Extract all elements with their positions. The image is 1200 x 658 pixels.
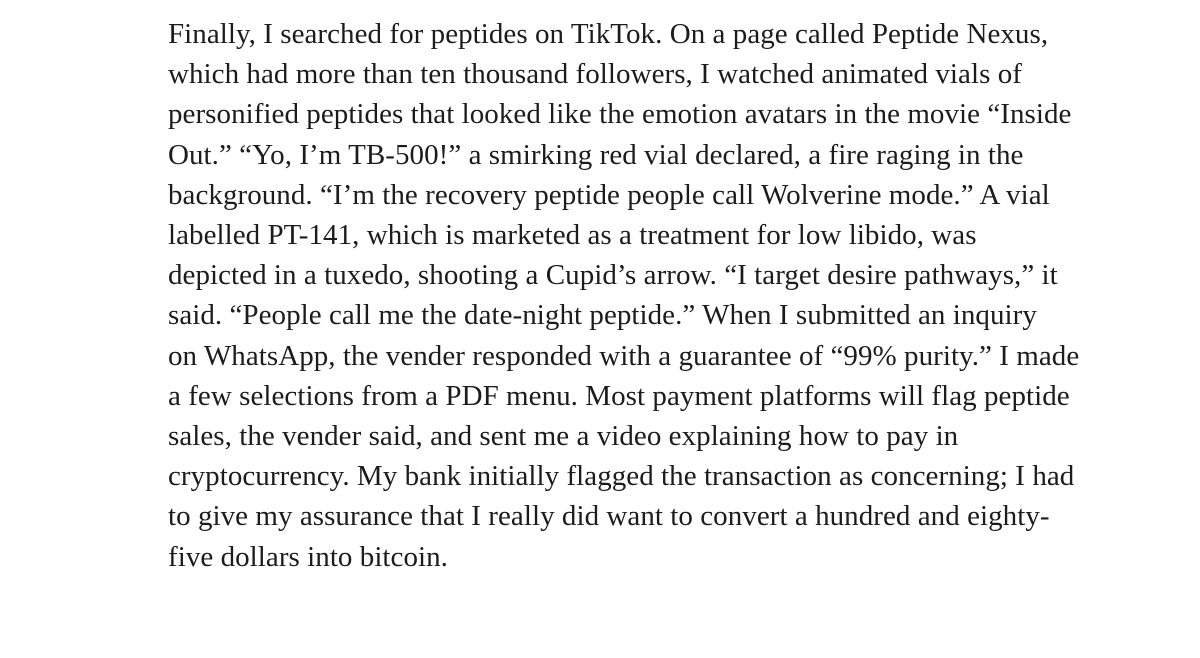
paragraph-line: five dollars into bitcoin.: [168, 540, 448, 573]
paragraph-line: said. “People call me the date-night peptide.” When I submitted an inquiry: [168, 299, 1037, 332]
paragraph-line: depicted in a tuxedo, shooting a Cupid’s arrow. “I target desire pathways,” it: [168, 259, 1058, 292]
paragraph-line: cryptocurrency. My bank initially flagged the transaction as concerning; I had: [168, 460, 1075, 493]
paragraph-line: which had more than ten thousand followers, I watched animated vials of: [168, 58, 1022, 91]
paragraph-line: background. “I’m the recovery peptide people call Wolverine mode.” A vial: [168, 178, 1050, 211]
paragraph-line: Out.” “Yo, I’m TB-500!” a smirking red vial declared, a fire raging in the: [168, 138, 1024, 171]
paragraph-line: to give my assurance that I really did want to convert a hundred and eighty-: [168, 500, 1050, 533]
article-paragraph: [168, 14, 1128, 577]
paragraph-line: personified peptides that looked like the emotion avatars in the movie “Inside: [168, 98, 1072, 131]
paragraph-line: a few selections from a PDF menu. Most payment platforms will flag peptide: [168, 379, 1070, 412]
paragraph-line: labelled PT-141, which is marketed as a treatment for low libido, was: [168, 219, 977, 252]
paragraph-line: on WhatsApp, the vender responded with a guarantee of “99% purity.” I made: [168, 339, 1080, 372]
paragraph-line: sales, the vender said, and sent me a video explaining how to pay in: [168, 420, 959, 453]
paragraph-line: Finally, I searched for peptides on TikTok. On a page called Peptide Nexus,: [168, 18, 1049, 50]
